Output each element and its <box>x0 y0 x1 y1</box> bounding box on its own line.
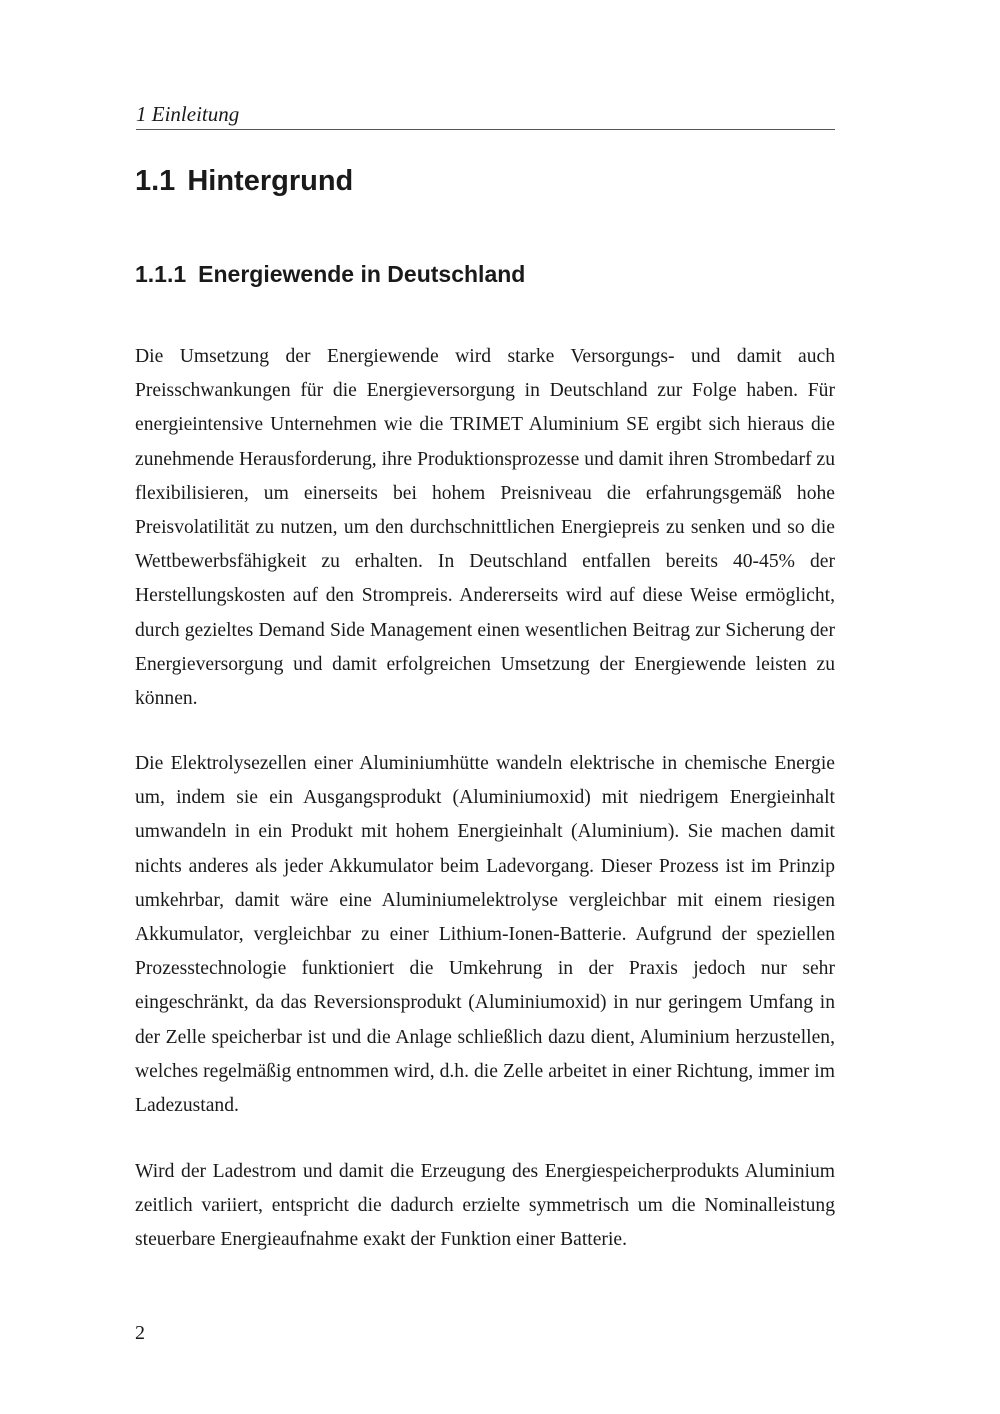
subsection-title: Energiewende in Deutschland <box>198 261 526 287</box>
body-paragraph-3: Wird der Ladestrom und damit die Erzeugung des Energiespeicherprodukts Aluminium zeitlich variiert, entspricht die dadurch erzielte symmetrisch um die Nominalleistung steuerbare Energieaufnahme exakt der Funktion einer Batterie. <box>135 1161 835 1251</box>
body-paragraph-2: Die Elektrolysezellen einer Aluminiumhütte wandeln elektrische in chemische Energie um, indem sie ein Ausgangsprodukt (Aluminiumoxid) mit niedrigem Energieinhalt umwandeln in ein Produkt mit hohem Energieinhalt (Aluminium). Sie machen damit nichts anderes als jeder Akkumulator beim Ladevorgang. Dieser Prozess ist im Prinzip umkehrbar, damit wäre eine Aluminiumelektrolyse vergleichbar mit einem riesigen Akkumulator, vergleichbar zu einer Lithium-Ionen-Batterie. Aufgrund der speziellen Prozesstechnologie funktioniert die Umkehrung in der Praxis jedoch nur sehr eingeschränkt, da das Reversionsprodukt (Aluminiumoxid) in nur geringem Umfang in der Zelle speicherbar ist und die Anlage schließlich dazu dient, Aluminium herzustellen, welches regelmäßig entnommen wird, d.h. die Zelle arbeitet in einer Richtung, immer im Ladezustand. <box>135 753 835 1117</box>
running-header <box>136 100 835 130</box>
subsection-heading <box>135 257 525 291</box>
section-heading <box>135 160 353 202</box>
subsection-number: 1.1.1 <box>135 261 187 287</box>
page-number: 2 <box>135 1322 145 1344</box>
body-paragraph-1: Die Umsetzung der Energiewende wird starke Versorgungs- und damit auch Preisschwankungen für die Energieversorgung in Deutschland zur Folge haben. Für energieintensive Unternehmen wie die TRIMET Aluminium SE ergibt sich hieraus die zunehmende Herausforderung, ihre Produktionsprozesse und damit ihren Strombedarf zu flexibilisieren, um einerseits bei hohem Preisniveau die erfahrungsgemäß hohe Preisvolatilität zu nutzen, um den durchschnittlichen Energiepreis zu senken und so die Wettbewerbsfähigkeit zu erhalten. In Deutschland entfallen bereits 40-45% der Herstellungskosten auf den Strompreis. Andererseits wird auf diese Weise ermöglicht, durch gezieltes Demand Side Management einen wesentlichen Beitrag zur Sicherung der Energieversorgung und damit erfolgreichen Umsetzung der Energiewende leisten zu können. <box>135 346 835 710</box>
section-title: Hintergrund <box>187 165 354 197</box>
section-number: 1.1 <box>135 165 176 197</box>
running-header-text: 1 Einleitung <box>136 102 240 126</box>
